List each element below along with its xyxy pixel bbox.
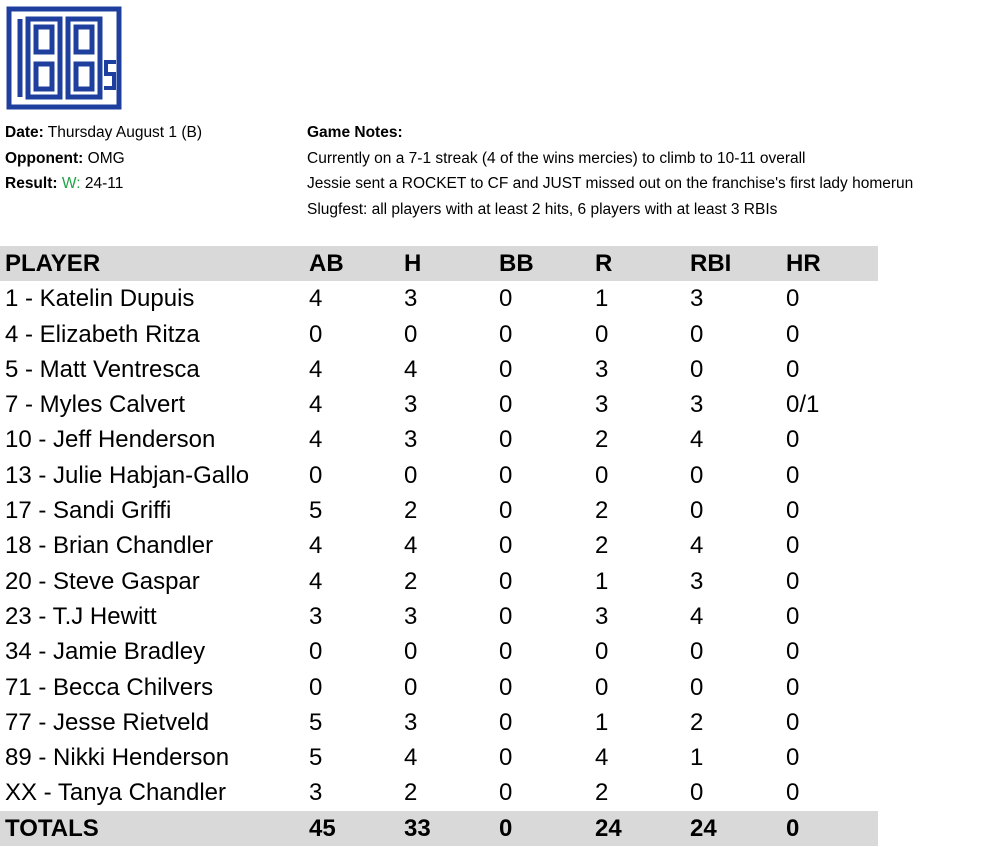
cell-hr: 0	[786, 426, 800, 454]
cell-rbi: 3	[690, 391, 704, 419]
table-row	[0, 775, 1000, 810]
cell-ab: 0	[309, 673, 323, 701]
cell-hr: 0/1	[786, 391, 820, 419]
table-row	[0, 670, 1000, 705]
totals-row	[0, 811, 1000, 846]
header-h: H	[404, 250, 422, 277]
cell-r: 1	[595, 567, 609, 595]
table-row	[0, 705, 1000, 740]
cell-r: 2	[595, 497, 609, 525]
box-score-table	[0, 246, 1000, 846]
cell-rbi: 0	[690, 497, 704, 525]
cell-bb: 0	[499, 497, 513, 525]
opponent-line	[5, 146, 202, 172]
cell-ab: 0	[309, 638, 323, 666]
row-band	[0, 811, 878, 846]
cell-hr: 0	[786, 744, 800, 772]
cell-player: 7 - Myles Calvert	[5, 391, 186, 419]
cell-bb: 0	[499, 355, 513, 383]
cell-hr: 0	[786, 532, 800, 560]
game-note: Jessie sent a ROCKET to CF and JUST missed out on the franchise's first lady homerun	[307, 175, 914, 192]
cell-h: 2	[404, 567, 418, 595]
cell-rbi: 4	[690, 426, 704, 454]
cell-ab: 3	[309, 602, 323, 630]
cell-r: 24	[595, 814, 622, 842]
table-header-row	[0, 246, 1000, 281]
cell-r: 3	[595, 602, 609, 630]
table-row	[0, 564, 1000, 599]
cell-player: 77 - Jesse Rietveld	[5, 708, 210, 736]
table-row	[0, 458, 1000, 493]
cell-r: 1	[595, 708, 609, 736]
game-notes	[307, 120, 913, 222]
cell-player: 89 - Nikki Henderson	[5, 744, 230, 772]
cell-ab: 5	[309, 744, 323, 772]
date-label: Date:	[5, 124, 44, 141]
cell-r: 0	[595, 461, 609, 489]
game-note: Currently on a 7-1 streak (4 of the wins mercies) to climb to 10-11 overall	[307, 149, 806, 167]
cell-bb: 0	[499, 779, 513, 807]
cell-rbi: 3	[690, 567, 704, 595]
cell-rbi: 0	[690, 638, 704, 666]
cell-hr: 0	[786, 285, 800, 313]
cell-h: 3	[404, 708, 418, 736]
cell-player: 34 - Jamie Bradley	[5, 638, 206, 666]
cell-h: 0	[404, 320, 418, 348]
date-value: Thursday August 1 (B)	[47, 124, 203, 141]
cell-ab: 4	[309, 355, 323, 383]
cell-bb: 0	[499, 744, 513, 772]
cell-bb: 0	[499, 708, 513, 736]
table-row	[0, 422, 1000, 457]
cell-rbi: 1	[690, 744, 704, 772]
cell-player: 23 - T.J Hewitt	[5, 602, 157, 630]
cell-rbi: 0	[690, 320, 704, 348]
cell-ab: 4	[309, 426, 323, 454]
cell-player: 5 - Matt Ventresca	[5, 355, 200, 383]
cell-ab: 4	[309, 391, 323, 419]
cell-hr: 0	[786, 638, 800, 666]
table-row	[0, 352, 1000, 387]
cell-h: 3	[404, 391, 418, 419]
team-logo-graphic	[6, 6, 122, 110]
cell-hr: 0	[786, 497, 800, 525]
cell-bb: 0	[499, 602, 513, 630]
cell-ab: 4	[309, 567, 323, 595]
table-row	[0, 634, 1000, 669]
cell-bb: 0	[499, 320, 513, 348]
cell-h: 33	[404, 814, 431, 842]
table-row	[0, 493, 1000, 528]
team-logo	[6, 6, 122, 110]
game-meta	[5, 120, 202, 197]
cell-h: 2	[404, 779, 418, 807]
cell-bb: 0	[499, 532, 513, 560]
cell-bb: 0	[499, 673, 513, 701]
cell-h: 4	[404, 744, 418, 772]
row-band	[0, 246, 878, 281]
header-ab: AB	[309, 250, 344, 277]
cell-rbi: 0	[690, 461, 704, 489]
cell-bb: 0	[499, 285, 513, 313]
result-label: Result:	[5, 175, 58, 192]
header-hr: HR	[786, 250, 821, 277]
cell-ab: 45	[309, 814, 336, 842]
cell-r: 2	[595, 532, 609, 560]
cell-r: 2	[595, 426, 609, 454]
cell-ab: 4	[309, 285, 323, 313]
table-row	[0, 281, 1000, 316]
cell-rbi: 0	[690, 355, 704, 383]
table-row	[0, 599, 1000, 634]
cell-bb: 0	[499, 426, 513, 454]
cell-ab: 5	[309, 708, 323, 736]
cell-hr: 0	[786, 355, 800, 383]
cell-h: 2	[404, 497, 418, 525]
cell-h: 0	[404, 673, 418, 701]
cell-ab: 3	[309, 779, 323, 807]
cell-bb: 0	[499, 391, 513, 419]
cell-hr: 0	[786, 602, 800, 630]
cell-r: 0	[595, 638, 609, 666]
cell-hr: 0	[786, 779, 800, 807]
cell-hr: 0	[786, 814, 800, 842]
cell-r: 2	[595, 779, 609, 807]
result-line	[5, 171, 202, 197]
cell-hr: 0	[786, 673, 800, 701]
game-notes-title: Game Notes:	[307, 124, 403, 141]
header-rbi: RBI	[690, 250, 732, 277]
cell-player: 1 - Katelin Dupuis	[5, 285, 195, 313]
cell-rbi: 0	[690, 673, 704, 701]
header-bb: BB	[499, 250, 534, 277]
table-row	[0, 740, 1000, 775]
cell-hr: 0	[786, 708, 800, 736]
cell-rbi: 4	[690, 532, 704, 560]
game-note: Slugfest: all players with at least 2 hits, 6 players with at least 3 RBIs	[307, 200, 778, 218]
cell-rbi: 2	[690, 708, 704, 736]
cell-r: 3	[595, 391, 609, 419]
cell-h: 4	[404, 532, 418, 560]
cell-h: 4	[404, 355, 418, 383]
cell-r: 1	[595, 285, 609, 313]
cell-r: 3	[595, 355, 609, 383]
result-score: 24-11	[84, 175, 124, 192]
cell-player: TOTALS	[5, 814, 99, 842]
cell-player: 20 - Steve Gaspar	[5, 567, 200, 595]
opponent-label: Opponent:	[5, 149, 84, 167]
cell-r: 0	[595, 320, 609, 348]
cell-hr: 0	[786, 461, 800, 489]
cell-player: XX - Tanya Chandler	[5, 779, 227, 807]
cell-h: 3	[404, 426, 418, 454]
cell-bb: 0	[499, 567, 513, 595]
cell-player: 10 - Jeff Henderson	[5, 426, 216, 454]
opponent-value: OMG	[87, 149, 125, 167]
cell-hr: 0	[786, 567, 800, 595]
cell-player: 13 - Julie Habjan-Gallo	[5, 461, 250, 489]
date-line	[5, 120, 202, 146]
cell-player: 71 - Becca Chilvers	[5, 673, 214, 701]
cell-r: 0	[595, 673, 609, 701]
cell-bb: 0	[499, 814, 513, 842]
cell-rbi: 3	[690, 285, 704, 313]
table-row	[0, 387, 1000, 422]
result-outcome: W:	[61, 175, 81, 192]
cell-player: 18 - Brian Chandler	[5, 532, 214, 560]
cell-h: 0	[404, 638, 418, 666]
header-r: R	[595, 250, 613, 277]
table-row	[0, 317, 1000, 352]
cell-ab: 4	[309, 532, 323, 560]
cell-r: 4	[595, 744, 609, 772]
cell-h: 3	[404, 285, 418, 313]
cell-ab: 0	[309, 320, 323, 348]
table-row	[0, 528, 1000, 563]
cell-h: 3	[404, 602, 418, 630]
cell-h: 0	[404, 461, 418, 489]
header-player: PLAYER	[5, 250, 101, 277]
cell-bb: 0	[499, 638, 513, 666]
cell-ab: 5	[309, 497, 323, 525]
cell-rbi: 4	[690, 602, 704, 630]
cell-rbi: 24	[690, 814, 717, 842]
cell-player: 17 - Sandi Griffi	[5, 497, 172, 525]
cell-bb: 0	[499, 461, 513, 489]
cell-rbi: 0	[690, 779, 704, 807]
cell-player: 4 - Elizabeth Ritza	[5, 320, 200, 348]
cell-ab: 0	[309, 461, 323, 489]
cell-hr: 0	[786, 320, 800, 348]
